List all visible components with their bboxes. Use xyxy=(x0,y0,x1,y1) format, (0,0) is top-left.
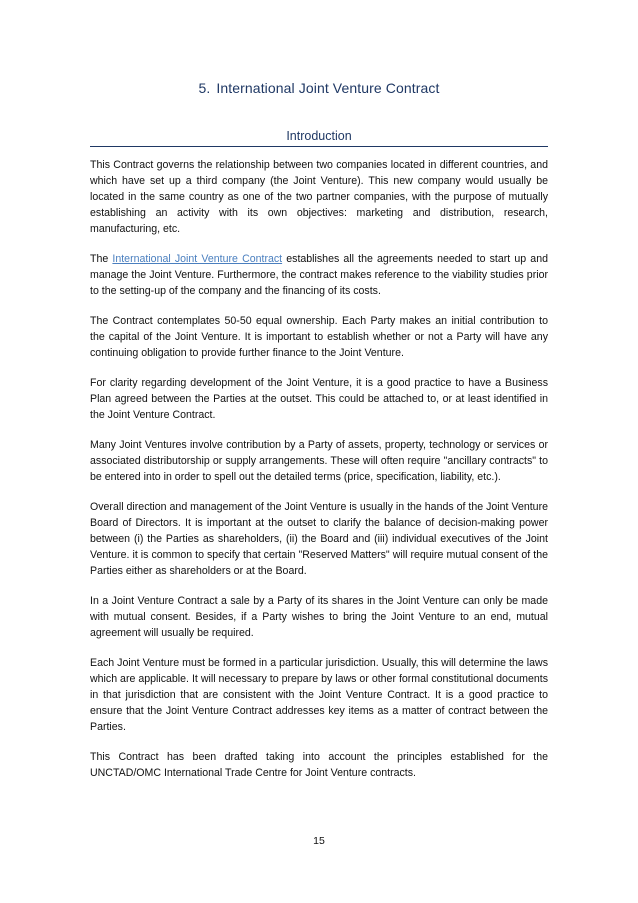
body-text xyxy=(90,157,548,795)
paragraph-2-rest: establishes all the agreements needed to start up and manage the Joint Venture. Furthermore, the contract makes reference to the viability studies prior to the setting-up of the company and the financing of its costs. xyxy=(90,253,548,297)
paragraph-5: Many Joint Ventures involve contribution by a Party of assets, property, technology or services or associated distributorship or supply arrangements. These will often require "ancillary contracts" to be entered into in order to spell out the detailed terms (price, specification, liability, etc.). xyxy=(90,439,548,483)
paragraph-2 xyxy=(90,251,548,299)
contract-link[interactable]: International Joint Venture Contract xyxy=(112,253,283,265)
section-title: Introduction xyxy=(286,129,352,143)
section-divider xyxy=(90,146,548,147)
paragraph-7: In a Joint Venture Contract a sale by a Party of its shares in the Joint Venture can only be made with mutual consent. Besides, if a Party wishes to bring the Joint Venture to an end, mutual agreement will usually be required. xyxy=(90,595,548,639)
paragraph-3: The Contract contemplates 50-50 equal ownership. Each Party makes an initial contribution to the capital of the Joint Venture. It is important to establish whether or not a Party will have any continuing obligation to provide further finance to the Joint Venture. xyxy=(90,315,548,359)
chapter-number: 5. xyxy=(198,80,211,96)
paragraph-8: Each Joint Venture must be formed in a particular jurisdiction. Usually, this will determine the laws which are applicable. It will necessary to prepare by laws or other formal constitutional documents in that jurisdiction that are consistent with the Joint Venture Contract. It is a good practice to ensure that the Joint Venture Contract addresses key items as a matter of contract between the Parties. xyxy=(90,657,548,733)
paragraph-6: Overall direction and management of the Joint Venture is usually in the hands of the Joint Venture Board of Directors. It is important at the outset to clarify the balance of decision-making power between (i) the Parties as shareholders, (ii) the Board and (iii) individual executives of the Joint Venture. it is common to specify that certain "Reserved Matters" will require mutual consent of the Parties either as shareholders or at the Board. xyxy=(90,501,548,577)
page-number: 15 xyxy=(313,835,325,847)
paragraph-4: For clarity regarding development of the Joint Venture, it is a good practice to have a Business Plan agreed between the Parties at the outset. This could be attached to, or at least identified in the Joint Venture Contract. xyxy=(90,377,548,421)
chapter-heading xyxy=(0,80,638,96)
paragraph-2-start: The xyxy=(90,253,113,265)
paragraph-1: This Contract governs the relationship between two companies located in different countries, and which have set up a third company (the Joint Venture). This new company would usually be located in the same country as one of the two partner companies, with the purpose of mutually establishing an activity with its own objectives: marketing and distribution, research, manufacturing, etc. xyxy=(90,159,548,235)
paragraph-9: This Contract has been drafted taking into account the principles established for the UNCTAD/OMC International Trade Centre for Joint Venture contracts. xyxy=(90,751,548,779)
chapter-title: International Joint Venture Contract xyxy=(216,80,440,96)
